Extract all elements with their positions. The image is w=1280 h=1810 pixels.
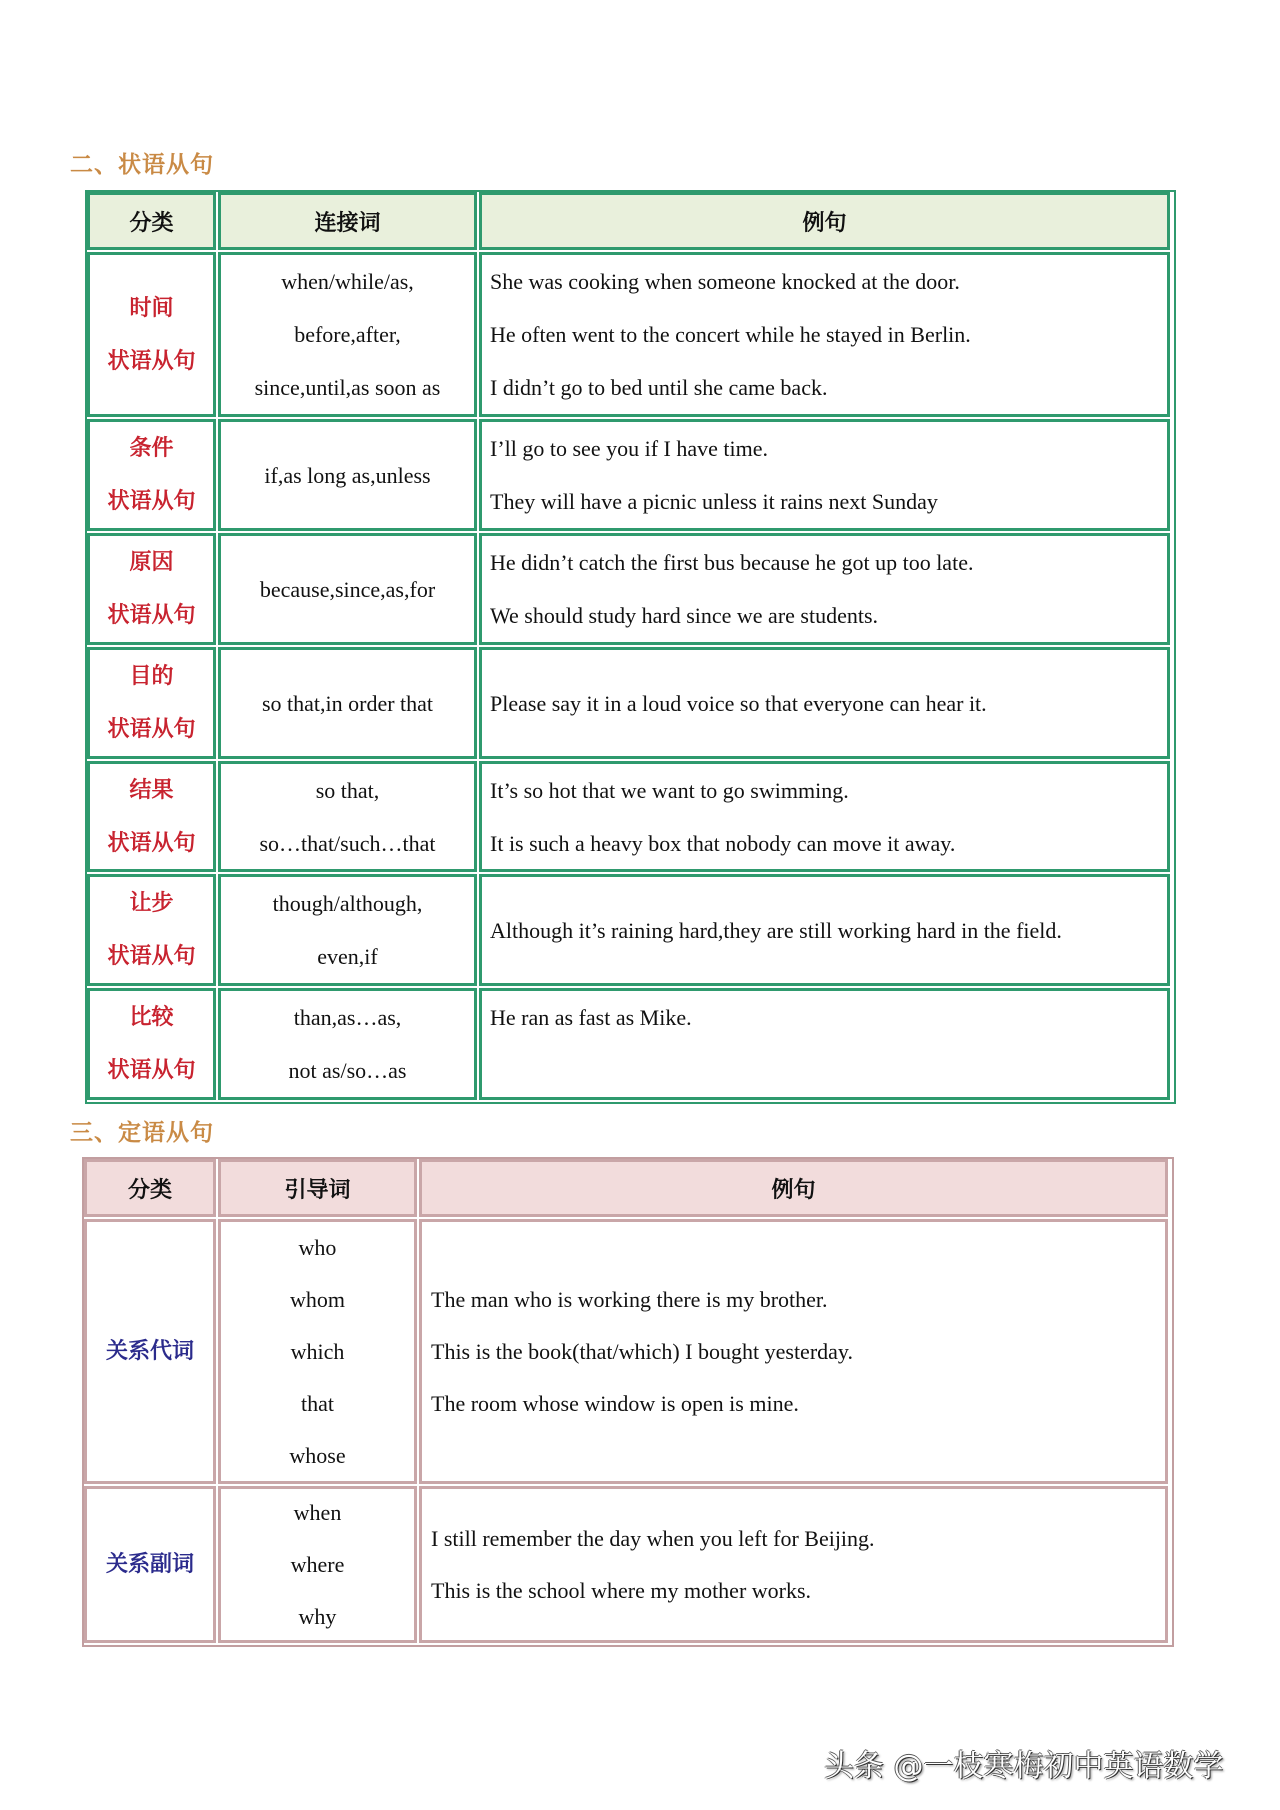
table-row-purpose-examples [479,647,1170,759]
example-sentence: I still remember the day when you left for Beijing. [431,1525,875,1551]
introducer-line: who [298,1234,337,1260]
connective-line: than,as…as, [293,1005,402,1030]
table-row-time-examples [479,252,1170,417]
table-row-purpose-category [87,647,216,759]
connective-line: though/although, [272,891,423,916]
example-sentence: They will have a picnic unless it rains next Sunday [490,489,938,514]
introducer-line: why [298,1603,337,1629]
introducer-line: which [290,1338,345,1364]
introducer-line: whose [289,1442,346,1468]
category-line: 条件 [129,436,174,461]
header-connectives-label: 连接词 [314,210,381,236]
example-sentence: This is the book(that/which) I bought yesterday. [431,1338,853,1364]
section-title-adverbial: 二、状语从句 [70,152,214,178]
header-examples [419,1159,1168,1217]
table-row-concession-category [87,874,216,986]
example-sentence: It is such a heavy box that nobody can move it away. [490,830,956,856]
example-sentence: He ran as fast as Mike. [490,1005,692,1030]
category-line: 目的 [129,664,174,689]
example-sentence: The man who is working there is my brother. [431,1286,828,1312]
example-sentence: It’s so hot that we want to go swimming. [490,777,849,803]
adverbial-clause-table [85,190,1176,1104]
header-category-label: 分类 [129,210,174,236]
category-line: 时间 [129,295,174,321]
header-connectives [218,192,477,250]
table-row-comparison-connectives [218,988,477,1100]
category-line: 状语从句 [107,717,196,742]
connective-line: since,until,as soon as [254,375,441,400]
example-sentence: She was cooking when someone knocked at the door. [490,269,960,294]
example-sentence: This is the school where my mother works. [431,1577,812,1603]
introducer-line: when [293,1499,342,1525]
table-row-condition-connectives [218,419,477,531]
category-line: 原因 [129,550,174,575]
table-row-reason-connectives [218,533,477,645]
example-sentence: He didn’t catch the first bus because he got up too late. [490,550,974,575]
introducer-line: that [301,1390,334,1416]
introducer-line: where [290,1551,345,1577]
table-row-relative-adverb-examples [419,1486,1168,1643]
table-row-time-connectives [218,252,477,417]
header-examples [479,192,1170,250]
introducer-line: whom [290,1286,345,1312]
header-category [87,192,216,250]
table-row-result-examples [479,761,1170,872]
header-examples-label: 例句 [771,1177,816,1203]
table-row-relative-adverb-category [84,1486,216,1643]
category-line: 状语从句 [107,1058,196,1083]
table-row-reason-examples [479,533,1170,645]
section-title-attributive: 三、定语从句 [70,1120,214,1146]
watermark: 头条 @一枝寒梅初中英语数学 [824,1749,1224,1784]
example-sentence: He often went to the concert while he stayed in Berlin. [490,322,971,347]
example-sentence: Although it’s raining hard,they are still working hard in the field. [490,917,1062,943]
example-sentence: I’ll go to see you if I have time. [490,436,768,461]
table-row-condition-examples [479,419,1170,531]
example-sentence: We should study hard since we are students. [490,603,879,628]
category-line: 关系代词 [105,1339,194,1364]
table-row-relative-pronoun-category [84,1219,216,1484]
category-line: 状语从句 [107,489,196,514]
header-introducers [218,1159,417,1217]
category-line: 状语从句 [107,348,196,374]
table-row-reason-category [87,533,216,645]
table-row-relative-pronoun-introducers [218,1219,417,1484]
example-sentence: Please say it in a loud voice so that everyone can hear it. [490,690,987,716]
category-line: 状语从句 [107,603,196,628]
table-row-concession-connectives [218,874,477,986]
connective-line: not as/so…as [288,1058,407,1083]
category-line: 让步 [129,891,174,916]
header-examples-label: 例句 [802,210,847,236]
connective-line: so that, [315,777,380,803]
connective-line: even,if [317,944,378,969]
header-category-label: 分类 [127,1177,172,1203]
connective-line: because,since,as,for [259,576,436,602]
category-line: 状语从句 [107,830,196,856]
table-row-result-category [87,761,216,872]
category-line: 结果 [129,777,174,803]
table-row-comparison-examples [479,988,1170,1100]
connective-line: so that,in order that [261,690,434,716]
example-sentence: The room whose window is open is mine. [431,1390,799,1416]
connective-line: before,after, [294,322,401,347]
table-row-result-connectives [218,761,477,872]
attributive-clause-table [82,1157,1174,1647]
table-row-relative-pronoun-examples [419,1219,1168,1484]
table-row-purpose-connectives [218,647,477,759]
category-line: 比较 [129,1005,174,1030]
table-row-time-category [87,252,216,417]
connective-line: so…that/such…that [259,830,436,856]
table-row-relative-adverb-introducers [218,1486,417,1643]
category-line: 关系副词 [105,1552,194,1577]
example-sentence: I didn’t go to bed until she came back. [490,375,828,400]
header-introducers-label: 引导词 [284,1177,351,1203]
table-row-comparison-category [87,988,216,1100]
connective-line: when/while/as, [281,269,414,294]
header-category [84,1159,216,1217]
table-row-concession-examples [479,874,1170,986]
category-line: 状语从句 [107,944,196,969]
connective-line: if,as long as,unless [264,462,431,488]
table-row-condition-category [87,419,216,531]
